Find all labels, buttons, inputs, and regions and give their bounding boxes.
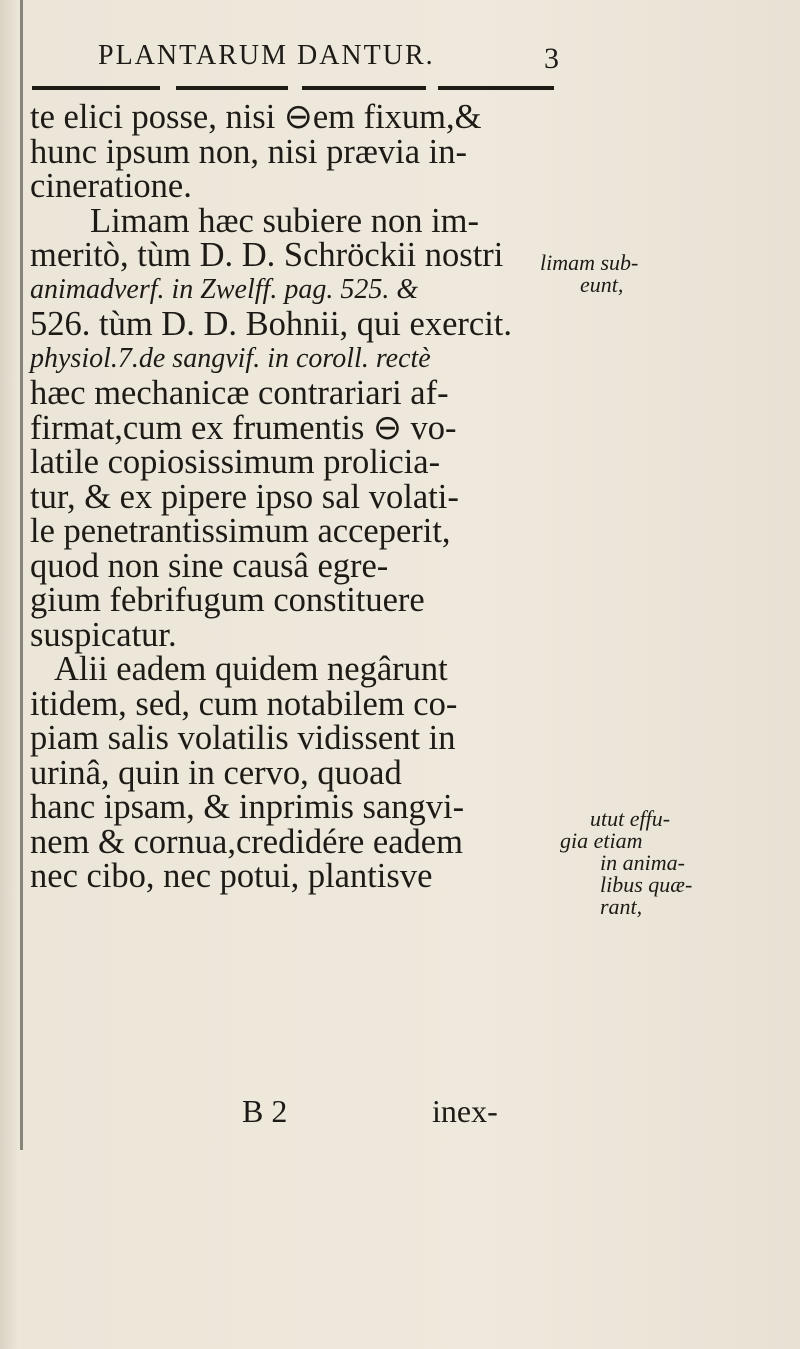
text-line: firmat,cum ex frumentis ⊖ vo-	[30, 408, 457, 447]
margin-note-line: eunt,	[580, 272, 624, 297]
text-line: Limam hæc subiere non im-	[90, 201, 480, 240]
text-line: latile copiosissimum prolicia-	[30, 443, 441, 481]
text-line: hæc mechanicæ contrariari af-	[30, 374, 449, 412]
binding-gutter	[20, 0, 23, 1150]
text-line: Alii eadem quidem negârunt	[54, 650, 448, 688]
margin-note-line: in anima-	[600, 850, 685, 875]
text-line: te elici posse, nisi ⊖em fixum,&	[30, 98, 482, 136]
running-head	[98, 40, 578, 80]
text-line: hanc ipsam, & inprimis sangvi-	[30, 788, 465, 826]
margin-note-line: limam sub-	[540, 250, 639, 275]
header-rule	[302, 86, 426, 90]
margin-note-line: utut effu-	[590, 806, 671, 831]
marginal-note-2	[540, 808, 790, 918]
text-line: tur, & ex pipere ipso sal volati-	[30, 477, 459, 516]
text-line: hunc ipsum non, nisi prævia in-	[30, 132, 467, 171]
running-title: PLANTARUM DANTUR.	[98, 40, 435, 71]
catchword: inex-	[432, 1093, 498, 1129]
text-line: itidem, sed, cum notabilem co-	[30, 684, 458, 723]
text-line: piam salis volatilis vidissent in	[30, 719, 456, 757]
page-number: 3	[544, 42, 561, 75]
text-line: meritò, tùm D. D. Schröckii nostri	[30, 236, 504, 274]
text-line: cineratione.	[30, 167, 192, 205]
margin-note-line: libus quæ-	[600, 872, 693, 897]
text-line: nem & cornua,credidére eadem	[30, 822, 463, 861]
text-line: 526. tùm D. D. Bohnii, qui exercit.	[30, 305, 512, 343]
text-line: gium febrifugum constituere	[30, 581, 425, 619]
text-line: le penetrantissimum acceperit,	[30, 512, 451, 550]
text-line: physiol.7.de sangvif. in coroll. rectè	[30, 342, 431, 374]
body-text	[30, 100, 570, 894]
marginal-note-1	[540, 252, 790, 296]
header-rule	[32, 86, 160, 90]
header-rule	[176, 86, 288, 90]
signature-mark: B 2	[242, 1093, 288, 1129]
margin-note-line: rant,	[600, 894, 643, 919]
text-line: nec cibo, nec potui, plantisve	[30, 857, 433, 895]
text-line: animadverf. in Zwelff. pag. 525. &	[30, 273, 419, 305]
text-line: quod non sine causâ egre-	[30, 546, 389, 585]
text-line: urinâ, quin in cervo, quoad	[30, 753, 402, 792]
text-line: suspicatur.	[30, 615, 177, 654]
header-rule	[438, 86, 554, 90]
margin-note-line: gia etiam	[560, 828, 643, 853]
